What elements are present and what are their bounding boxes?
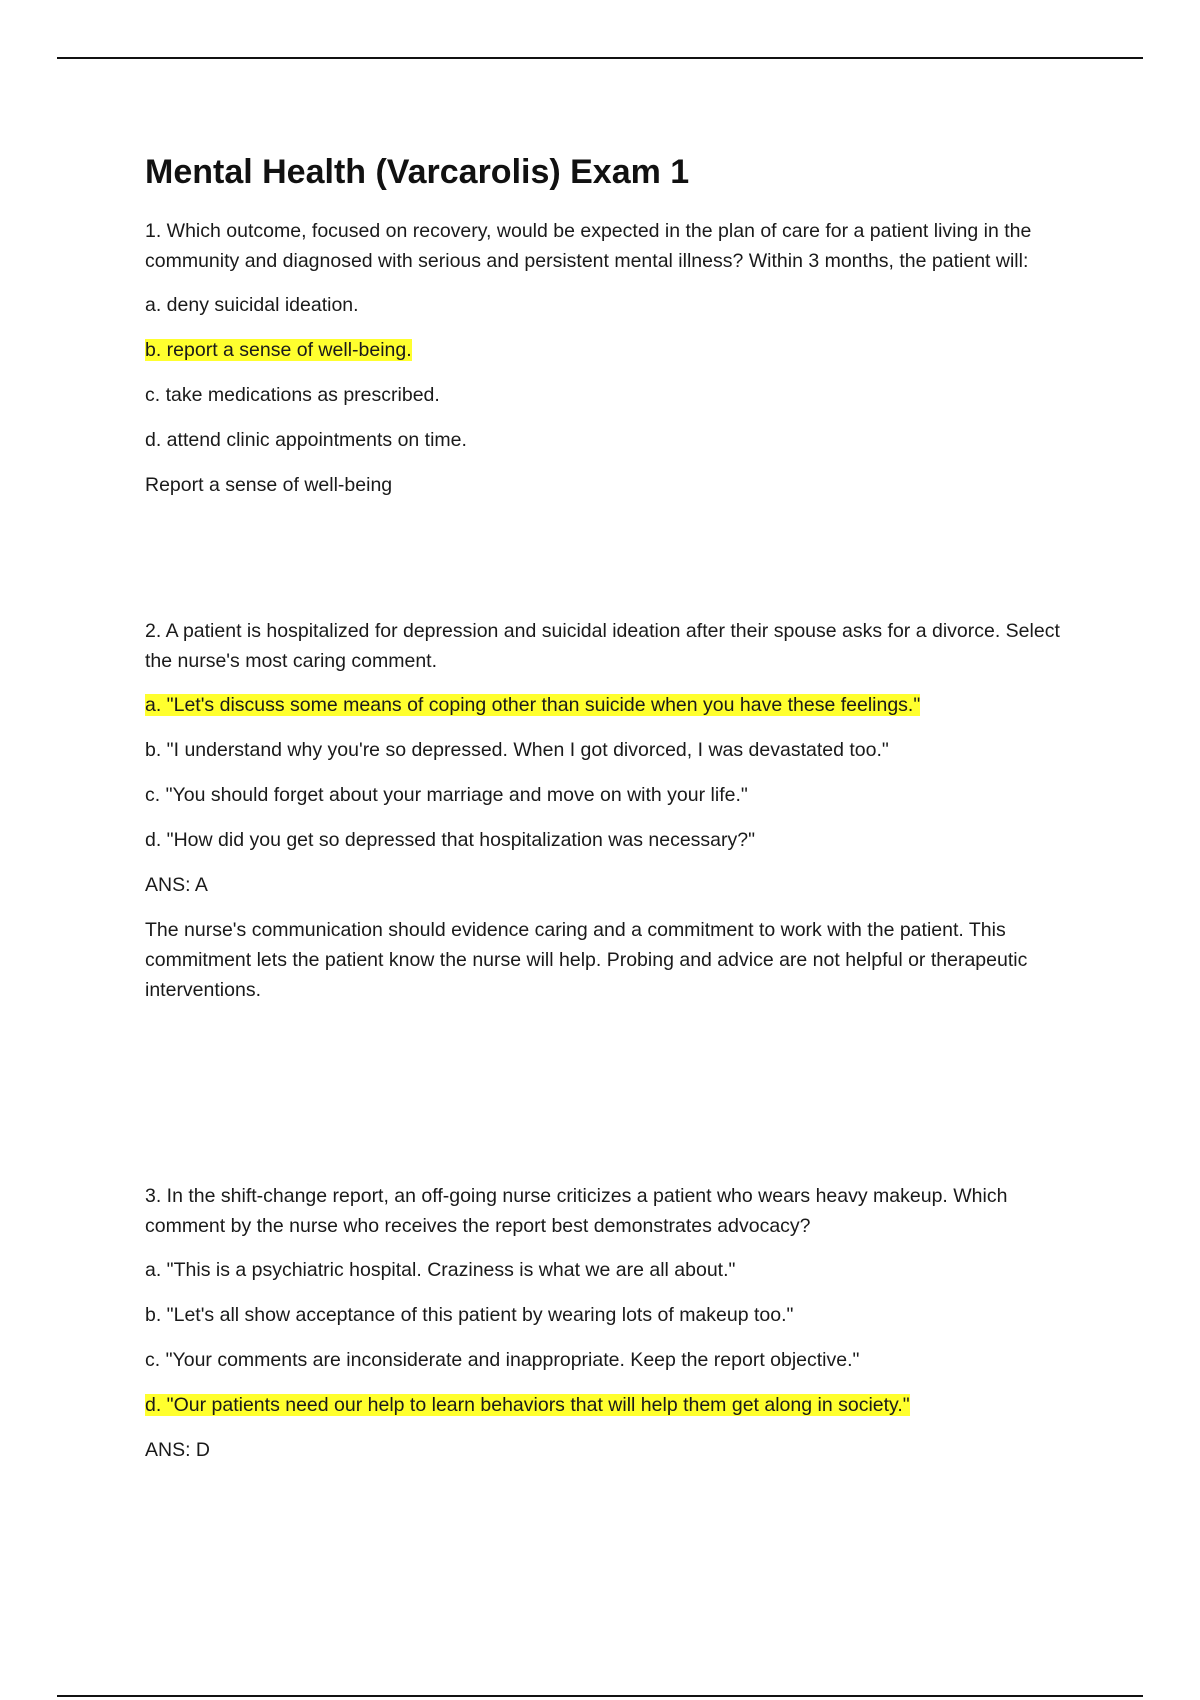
answer-option-highlighted: a. "Let's discuss some means of coping other than suicide when you have these feelings." xyxy=(145,694,921,716)
question-block-2 xyxy=(145,616,1090,1005)
answer-key: ANS: D xyxy=(145,1439,211,1461)
bottom-rule xyxy=(57,1695,1143,1697)
document-body xyxy=(145,150,1090,1480)
answer-key: Report a sense of well-being xyxy=(145,474,393,496)
answer-option: a. "This is a psychiatric hospital. Craziness is what we are all about." xyxy=(145,1259,736,1281)
answer-option: d. attend clinic appointments on time. xyxy=(145,429,467,451)
rationale-text: The nurse's communication should evidence caring and a commitment to work with the patient. This commitment lets the patient know the nurse will help. Probing and advice are not helpful or therapeutic interventions. xyxy=(145,919,1028,1001)
question-block-3 xyxy=(145,1181,1090,1465)
spacer xyxy=(145,515,1090,616)
answer-option-highlighted: b. report a sense of well-being. xyxy=(145,339,412,361)
answer-option: b. "I understand why you're so depressed. When I got divorced, I was devastated too." xyxy=(145,739,889,761)
answer-key: ANS: A xyxy=(145,874,208,896)
question-stem: 2. A patient is hospitalized for depression and suicidal ideation after their spouse asks for a divorce. Select the nurse's most caring comment. xyxy=(145,620,1060,672)
answer-option: b. "Let's all show acceptance of this patient by wearing lots of makeup too." xyxy=(145,1304,794,1326)
answer-option: d. "How did you get so depressed that hospitalization was necessary?" xyxy=(145,829,756,851)
answer-option-highlighted: d. "Our patients need our help to learn behaviors that will help them get along in society." xyxy=(145,1394,910,1416)
answer-option: a. deny suicidal ideation. xyxy=(145,294,359,316)
answer-option: c. "Your comments are inconsiderate and inappropriate. Keep the report objective." xyxy=(145,1349,860,1371)
answer-option: c. "You should forget about your marriage and move on with your life." xyxy=(145,784,748,806)
page-title: Mental Health (Varcarolis) Exam 1 xyxy=(145,153,690,191)
question-stem: 3. In the shift-change report, an off-going nurse criticizes a patient who wears heavy makeup. Which comment by the nurse who receives the report best demonstrates advocacy? xyxy=(145,1185,1008,1237)
question-stem: 1. Which outcome, focused on recovery, would be expected in the plan of care for a patient living in the community and diagnosed with serious and persistent mental illness? Within 3 months, the patient will: xyxy=(145,220,1032,272)
top-rule xyxy=(57,57,1143,59)
answer-option: c. take medications as prescribed. xyxy=(145,384,440,406)
question-block-1 xyxy=(145,216,1090,500)
spacer xyxy=(145,1020,1090,1181)
